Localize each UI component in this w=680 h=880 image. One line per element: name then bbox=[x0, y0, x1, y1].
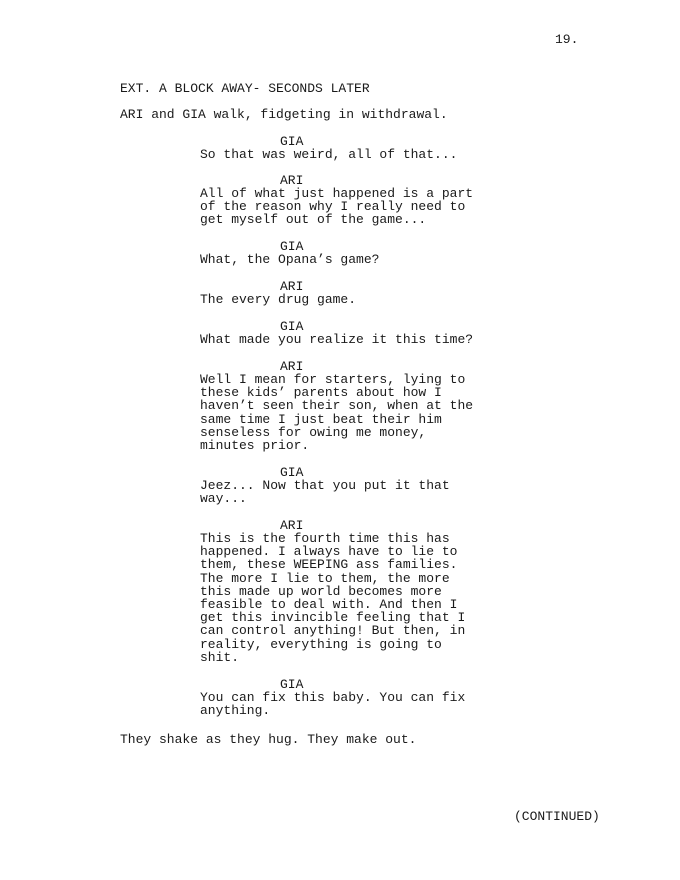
dialogue-line: The every drug game. bbox=[200, 292, 357, 307]
character-name: ARI bbox=[280, 173, 304, 188]
dialogue-line: them, these WEEPING ass families. bbox=[200, 557, 458, 573]
dialogue-line: So that was weird, all of that... bbox=[200, 147, 458, 162]
character-name: GIA bbox=[280, 134, 304, 149]
dialogue-line: of the reason why I really need to bbox=[200, 199, 466, 215]
character-name: ARI bbox=[280, 279, 304, 294]
dialogue-line: can control anything! But then, in bbox=[200, 623, 466, 639]
character-name: ARI bbox=[280, 359, 304, 374]
character-name: GIA bbox=[280, 465, 304, 480]
dialogue-block bbox=[200, 240, 490, 266]
dialogue-line: reality, everything is going to bbox=[200, 636, 442, 652]
scene-heading: EXT. A BLOCK AWAY- SECONDS LATER bbox=[120, 81, 370, 96]
dialogue-line: The more I lie to them, the more bbox=[200, 570, 450, 586]
dialogue-line: same time I just beat their him bbox=[200, 411, 442, 427]
continued-marker: (CONTINUED) bbox=[514, 809, 600, 824]
dialogue-line: feasible to deal with. And then I bbox=[200, 597, 458, 613]
dialogue-line: minutes prior. bbox=[200, 438, 310, 454]
dialogue-block bbox=[200, 135, 490, 161]
dialogue-line: get this invincible feeling that I bbox=[200, 610, 466, 626]
dialogue-block bbox=[200, 678, 490, 717]
dialogue-line: This is the fourth time this has bbox=[200, 531, 450, 546]
dialogue-line: this made up world becomes more bbox=[200, 583, 442, 599]
dialogue-line: senseless for owing me money, bbox=[200, 424, 427, 440]
character-name: ARI bbox=[280, 518, 304, 533]
dialogue-block bbox=[200, 280, 490, 306]
dialogue-line: get myself out of the game... bbox=[200, 212, 427, 228]
character-name: GIA bbox=[280, 239, 304, 254]
dialogue-block bbox=[200, 320, 490, 346]
dialogue-block bbox=[200, 174, 490, 227]
dialogue-line: Jeez... Now that you put it that bbox=[200, 478, 450, 493]
action-line: They shake as they hug. They make out. bbox=[120, 732, 417, 747]
dialogue-line: You can fix this baby. You can fix bbox=[200, 690, 466, 705]
dialogue-block bbox=[200, 519, 490, 664]
character-name: GIA bbox=[280, 319, 304, 334]
dialogue-block bbox=[200, 466, 490, 505]
dialogue-line: shit. bbox=[200, 649, 240, 665]
dialogue-line: All of what just happened is a part bbox=[200, 186, 474, 201]
dialogue-line: way... bbox=[200, 491, 247, 507]
dialogue-line: What, the Opana’s game? bbox=[200, 252, 380, 267]
dialogue-line: anything. bbox=[200, 703, 271, 719]
dialogue-line: Well I mean for starters, lying to bbox=[200, 372, 466, 387]
dialogue-line: haven’t seen their son, when at the bbox=[200, 398, 474, 414]
dialogue-block bbox=[200, 360, 490, 452]
dialogue-line: What made you realize it this time? bbox=[200, 332, 474, 347]
page-number: 19. bbox=[555, 32, 579, 47]
dialogue-line: these kids’ parents about how I bbox=[200, 385, 442, 401]
dialogue-line: happened. I always have to lie to bbox=[200, 544, 458, 560]
action-line: ARI and GIA walk, fidgeting in withdrawal. bbox=[120, 107, 448, 122]
character-name: GIA bbox=[280, 677, 304, 692]
